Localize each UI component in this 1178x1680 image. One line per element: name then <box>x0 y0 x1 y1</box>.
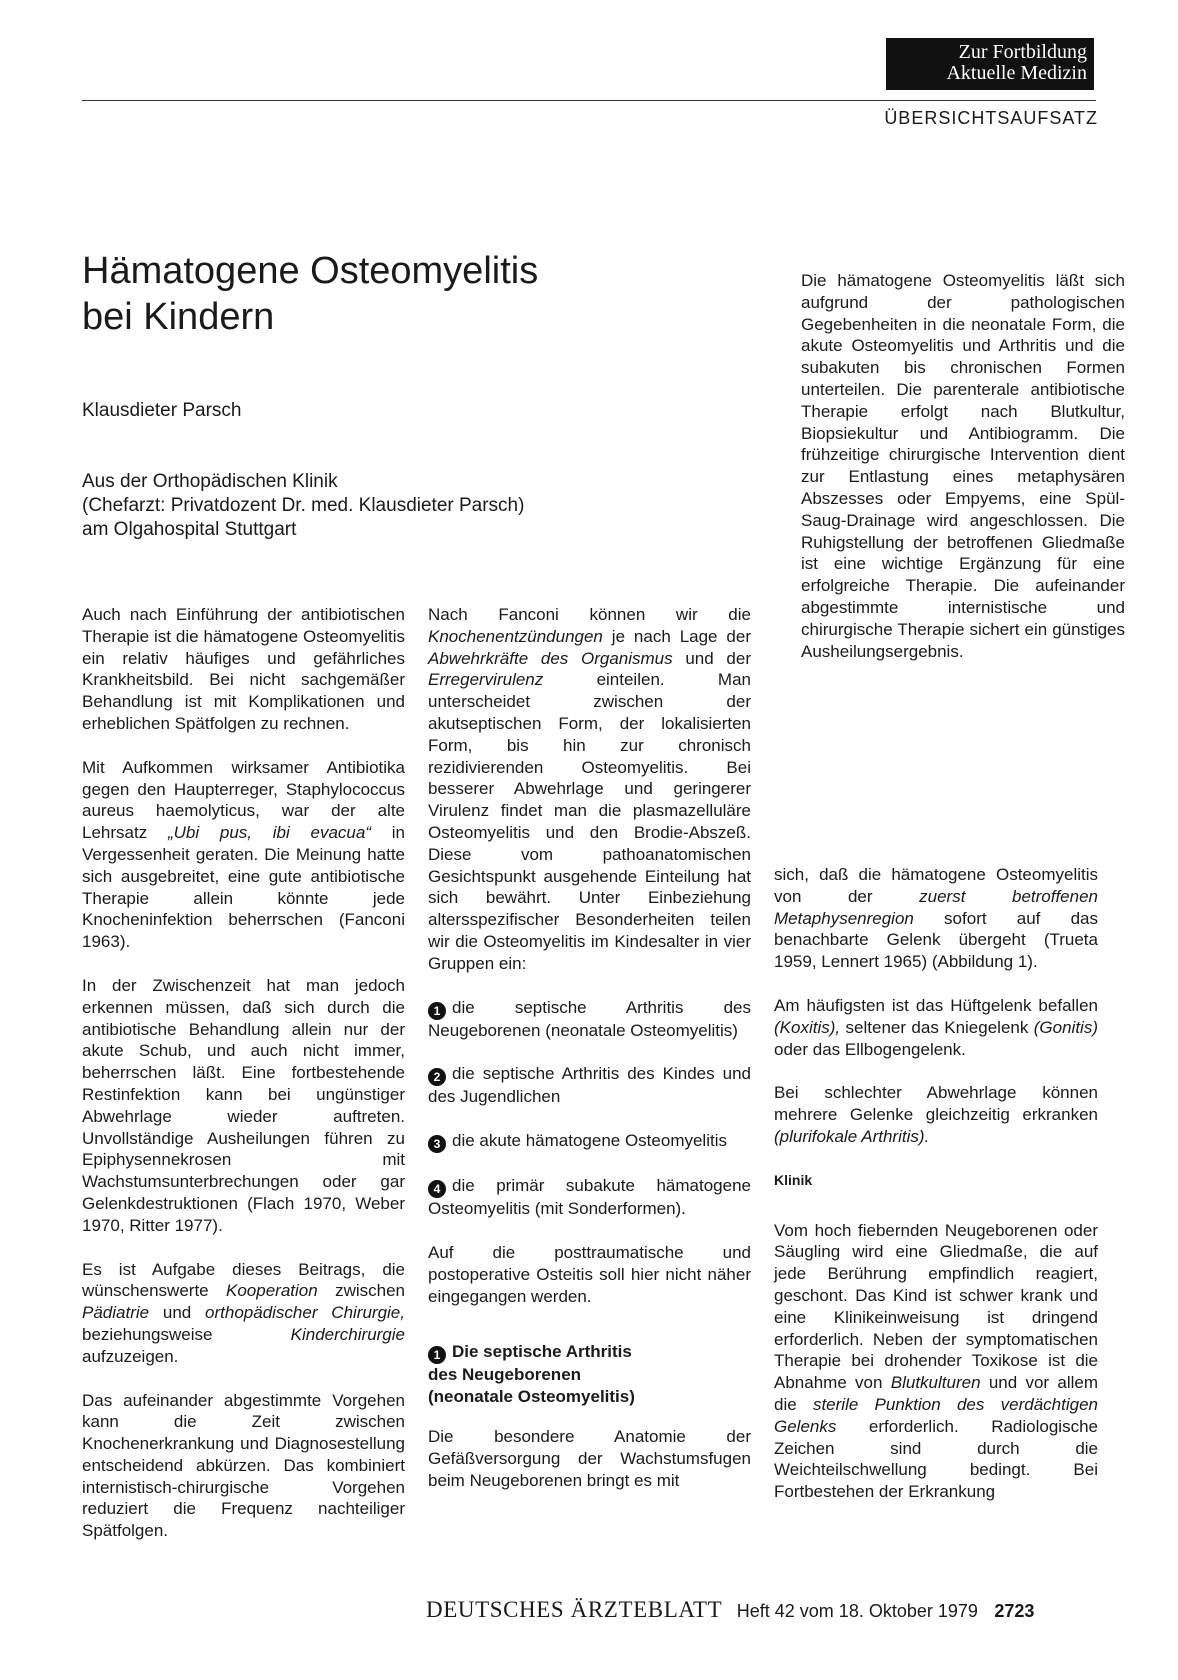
issue-info: Heft 42 vom 18. Oktober 1979 <box>736 1601 978 1621</box>
paragraph: Vom hoch fiebernden Neugeborenen oder Säugling wird eine Gliedmaße, die auf jede Berührung empfindlich reagiert, geschont. Das Kind ist schwer krank und eine Klinikeinweisung ist dringend erforderlich. Neben der symptomatischen Therapie bei drohender Toxikose ist die Abnahme von Blutkulturen und vor allem die sterile Punktion des verdächtigen Gelenks erforderlich. Radiologische Zeichen sind durch die Weichteilschwellung bedingt. Bei Fortbestehen der Erkrankung <box>774 1220 1098 1502</box>
paragraph: Mit Aufkommen wirksamer Antibiotika gegen den Haupterreger, Staphylococcus aureus haemolyticus, war der alte Lehrsatz „Ubi pus, ibi evacua“ in Vergessenheit geraten. Die Meinung hatte sich ausgebreitet, eine gute antibiotische Therapie allein könnte jede Knocheninfektion beherrschen (Fanconi 1963). <box>82 757 405 952</box>
affiliation-line: am Olgahospital Stuttgart <box>82 519 297 540</box>
paragraph: Bei schlechter Abwehrlage können mehrere Gelenke gleichzeitig erkranken (plurifokale Arthritis). <box>774 1083 1098 1146</box>
paragraph: In der Zwischenzeit hat man jedoch erkennen müssen, daß sich durch die antibiotische Behandlung allein nur der akute Schub, und auch nicht immer, beherrschen läßt. Eine fortbestehende Restinfektion kann bei ungünstiger Abwehrlage wieder auftreten. Unvollständige Ausheilungen führen zu Epiphysennekrosen mit Wachstumsunterbrechungen oder gar Gelenkdestruktionen (Flach 1970, Weber 1970, Ritter 1977). <box>82 975 405 1235</box>
number-badge-icon: 1 <box>428 1002 446 1020</box>
title-line-2: bei Kindern <box>82 296 275 338</box>
body-column-3 <box>774 864 1098 1525</box>
page-footer <box>426 1597 1098 1623</box>
number-badge-icon: 2 <box>428 1068 446 1086</box>
group-item: 1 die septische Arthritis des Neugeborenen (neonatale Osteomyelitis) <box>428 997 751 1040</box>
group-item: 4 die primär subakute hämatogene Osteomyelitis (mit Sonderformen). <box>428 1176 751 1219</box>
affiliation-line: Aus der Orthopädischen Klinik <box>82 471 338 492</box>
title-line-1: Hämatogene Osteomyelitis <box>82 250 539 292</box>
page-number: 2723 <box>994 1601 1035 1621</box>
paragraph: Nach Fanconi können wir die Knochenentzündungen je nach Lage der Abwehrkräfte des Organismus und der Erregervirulenz einteilen. Man unterscheidet zwischen der akutseptischen Form, der lokalisierten Form, bis hin zur chronisch rezidivierenden Osteomyelitis. Bei besserer Abwehrlage und geringerer Virulenz findet man die plasmazelluläre Osteomyelitis und den Brodie-Abszeß. Diese vom pathoanatomischen Gesichtspunkt ausgehende Einteilung hat sich bewährt. Unter Einbeziehung altersspezifischer Besonderheiten teilen wir die Osteomyelitis im Kindesalter in vier Gruppen ein: <box>428 605 751 973</box>
section-heading: 1 Die septische Arthritis des Neugeborenen (neonatale Osteomyelitis) <box>428 1342 635 1407</box>
journal-name: DEUTSCHES ÄRZTEBLATT <box>426 1597 723 1622</box>
author-affiliation <box>82 470 524 542</box>
section-label-line1: Zur Fortbildung <box>958 41 1087 63</box>
section-label-line2: Aktuelle Medizin <box>946 62 1087 84</box>
number-badge-icon: 4 <box>428 1180 446 1198</box>
subsection-heading: Klinik <box>774 1171 813 1188</box>
affiliation-line: (Chefarzt: Privatdozent Dr. med. Klausdieter Parsch) <box>82 495 525 516</box>
author-name: Klausdieter Parsch <box>82 400 242 421</box>
group-item: 3 die akute hämatogene Osteomyelitis <box>428 1130 751 1153</box>
article-title <box>82 248 642 340</box>
group-item: 2 die septische Arthritis des Kindes und des Jugendlichen <box>428 1064 751 1107</box>
paragraph: Am häufigsten ist das Hüftgelenk befallen (Koxitis), seltener das Kniegelenk (Gonitis) oder das Ellbogengelenk. <box>774 995 1098 1059</box>
header-rule <box>82 100 1096 101</box>
paragraph: Das aufeinander abgestimmte Vorgehen kann die Zeit zwischen Knochenerkrankung und Diagnosestellung entscheidend abkürzen. Das kombiniert internistisch-chirurgische Vorgehen reduziert die Frequenz nachteiliger Spätfolgen. <box>82 1390 405 1541</box>
body-column-1 <box>82 604 405 1564</box>
abstract-text: Die hämatogene Osteomyelitis läßt sich aufgrund der pathologischen Gegebenheiten in die neonatale Form, die akute Osteomyelitis und Arthritis und die subakuten bis chronischen Formen unterteilen. Die parenterale antibiotische Therapie erfolgt nach Blutkultur, Biopsiekultur und Antibiogramm. Die frühzeitige chirurgische Intervention dient zur Entlastung eines metaphysären Abszesses oder Empyems, eine Spül-Saug-Drainage wird angeschlossen. Die Ruhigstellung der betroffenen Gliedmaße ist eine wichtige Ergänzung für eine erfolgreiche Therapie. Die aufeinander abgestimmte internistische und chirurgische Therapie sichert ein günstiges Ausheilungsergebnis. <box>801 271 1125 661</box>
number-badge-icon: 3 <box>428 1135 446 1153</box>
paragraph: sich, daß die hämatogene Osteomyelitis von der zuerst betroffenen Metaphysenregion sofort auf das benachbarte Gelenk übergeht (Trueta 1959, Lennert 1965) (Abbildung 1). <box>774 865 1098 972</box>
paragraph: Es ist Aufgabe dieses Beitrags, die wünschenswerte Kooperation zwischen Pädiatrie und orthopädischer Chirurgie, beziehungsweise Kinderchirurgie aufzuzeigen. <box>82 1259 406 1366</box>
body-column-2 <box>428 604 751 1513</box>
abstract <box>774 270 1147 662</box>
paragraph: Auf die posttraumatische und postoperative Osteitis soll hier nicht näher eingegangen werden. <box>428 1242 751 1306</box>
paragraph: Auch nach Einführung der antibiotischen Therapie ist die hämatogene Osteomyelitis ein relativ häufiges und gefährliches Krankheitsbild. Bei nicht sachgemäßer Behandlung ist mit Komplikationen und erheblichen Spätfolgen zu rechnen. <box>82 605 405 733</box>
number-badge-icon: 1 <box>428 1346 446 1364</box>
section-label-box <box>886 38 1094 90</box>
article-category: ÜBERSICHTSAUFSATZ <box>884 108 1098 128</box>
paragraph: Die besondere Anatomie der Gefäßversorgung der Wachstumsfugen beim Neugeborenen bringt es mit <box>428 1426 751 1490</box>
